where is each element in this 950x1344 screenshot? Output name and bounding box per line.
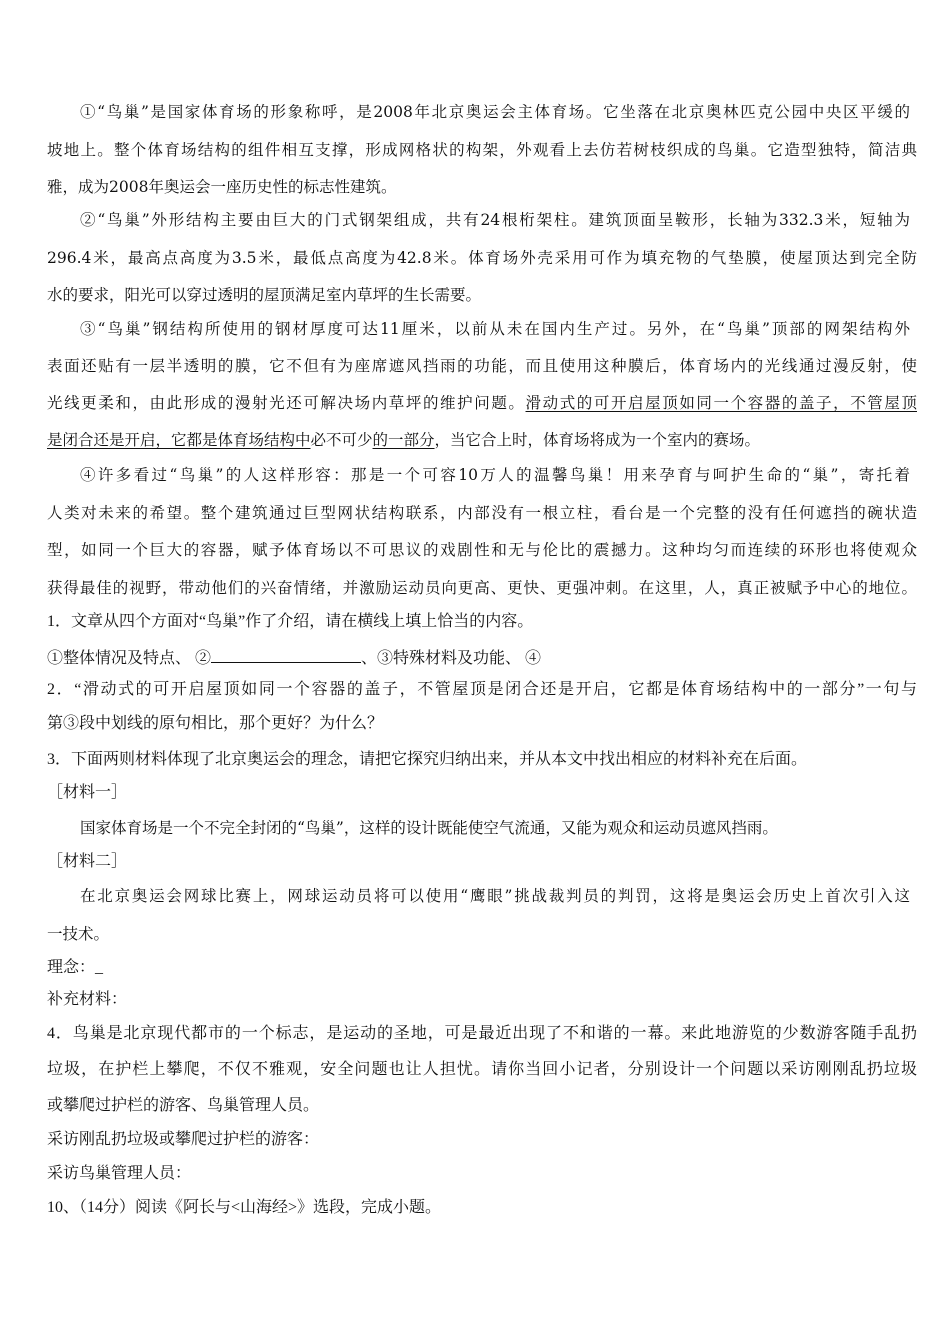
q1-answer-blank[interactable]	[211, 646, 361, 663]
question-4-line1: 4．鸟巢是北京现代都市的一个标志，是运动的圣地，可是最近出现了不和谐的一幕。来此地游览的少数游客随手乱扔	[47, 1025, 917, 1042]
passage-p4-line3: 型，如同一个巨大的容器，赋予体育场以不可思议的戏剧性和无与伦比的震撼力。这种均匀而连续的环形也将使观众	[47, 541, 917, 559]
passage-p4-line2: 人类对未来的希望。整个建筑通过巨型网状结构联系，内部没有一根立柱，看台是一个完整的没有任何遮挡的碗状造	[47, 504, 917, 522]
material-2-label: ［材料二］	[47, 853, 128, 870]
passage-p2-line3: 水的要求，阳光可以穿过透明的屋顶满足室内草坪的生长需要。	[47, 286, 482, 304]
concept-prompt: 理念：_	[47, 959, 104, 976]
p3-underlined-sentence-part1: 滑动式的可开启屋顶如同一个容器的盖子，不管屋顶	[525, 394, 917, 412]
interview-tourist-prompt: 采访刚乱扔垃圾或攀爬过护栏的游客：	[47, 1131, 320, 1148]
question-3: 3．下面两则材料体现了北京奥运会的理念，请把它探究归纳出来，并从本文中找出相应的材料补充在后面。	[47, 751, 808, 768]
passage-p3-line4	[47, 430, 917, 450]
material-1-label: ［材料一］	[47, 784, 128, 801]
material-2-line1: 在北京奥运会网球比赛上，网球运动员将可以使用“鹰眼”挑战裁判员的判罚，这将是奥运会历史上首次引入这	[80, 887, 910, 905]
q1-item-part2: 、③特殊材料及功能、 ④	[361, 650, 542, 667]
question-1: 1．文章从四个方面对“鸟巢”作了介绍，请在横线上填上恰当的内容。	[47, 613, 534, 630]
passage-p4-line1: ④许多看过“鸟巢”的人这样形容：那是一个可容10万人的温馨鸟巢！用来孕育与呵护生命的“巢”，寄托着	[80, 466, 910, 484]
question-2-line2: 第③段中划线的原句相比，那个更好？为什么？	[47, 715, 384, 732]
passage-p2-line2: 296.4米，最高点高度为3.5米，最低点高度为42.8米。体育场外壳采用可作为填充物的气垫膜，使屋顶达到完全防	[47, 249, 917, 267]
supplement-prompt: 补充材料：	[47, 991, 128, 1008]
question-10: 10、（14分）阅读《阿长与<山海经>》选段，完成小题。	[47, 1199, 442, 1216]
material-2-line2: 一技术。	[47, 925, 110, 943]
question-4-line2: 垃圾，在护栏上攀爬，不仅不雅观，安全问题也让人担忧。请你当回小记者，分别设计一个问题以采访刚刚乱扔垃圾	[47, 1061, 917, 1078]
p3-line4-gap: 必不可少	[310, 431, 373, 449]
passage-p1-line3: 雅，成为2008年奥运会一座历史性的标志性建筑。	[47, 178, 397, 196]
p3-underlined-sentence-part2: 是闭合还是开启，它都是体育场结构中	[47, 431, 311, 449]
passage-p1-line2: 坡地上。整个体育场结构的组件相互支撑，形成网格状的构架，外观看上去仿若树枝织成的鸟巢。它造型独特，简洁典	[47, 141, 917, 159]
passage-p3-line2: 表面还贴有一层半透明的膜，它不但有为座席遮风挡雨的功能，而且使用这种膜后，体育场内的光线通过漫反射，使	[47, 357, 917, 375]
passage-p1-line1: ①“鸟巢”是国家体育场的形象称呼，是2008年北京奥运会主体育场。它坐落在北京奥林匹克公园中央区平缓的	[80, 103, 910, 121]
material-1-text: 国家体育场是一个不完全封闭的“鸟巢”，这样的设计既能使空气流通，又能为观众和运动员遮风挡雨。	[80, 819, 778, 837]
passage-p4-line4: 获得最佳的视野，带动他们的兴奋情绪，并激励运动员向更高、更快、更强冲刺。在这里，人，真正被赋予中心的地位。	[47, 579, 917, 597]
passage-p3-line1: ③“鸟巢”钢结构所使用的钢材厚度可达11厘米，以前从未在国内生产过。另外，在“鸟巢”顶部的网架结构外	[80, 320, 910, 338]
p3-underlined-sentence-part3: 的一部分	[372, 431, 435, 449]
q1-item-part1: ①整体情况及特点、 ②	[47, 650, 212, 667]
interview-manager-prompt: 采访鸟巢管理人员：	[47, 1165, 192, 1182]
question-4-line3: 或攀爬过护栏的游客、鸟巢管理人员。	[47, 1097, 320, 1114]
passage-p2-line1: ②“鸟巢”外形结构主要由巨大的门式钢架组成，共有24根桁架柱。建筑顶面呈鞍形，长轴为332.3米，短轴为	[80, 211, 910, 229]
question-2-line1: 2．“滑动式的可开启屋顶如同一个容器的盖子，不管屋顶是闭合还是开启，它都是体育场结构中的一部分”一句与	[47, 681, 917, 698]
passage-p3-line3	[47, 393, 917, 413]
p3-line3-plain: 光线更柔和，由此形成的漫射光还可解决场内草坪的维护问题。	[47, 394, 526, 412]
p3-line4-rest: ，当它合上时，体育场将成为一个室内的赛场。	[434, 431, 761, 449]
question-1-items	[47, 646, 917, 669]
